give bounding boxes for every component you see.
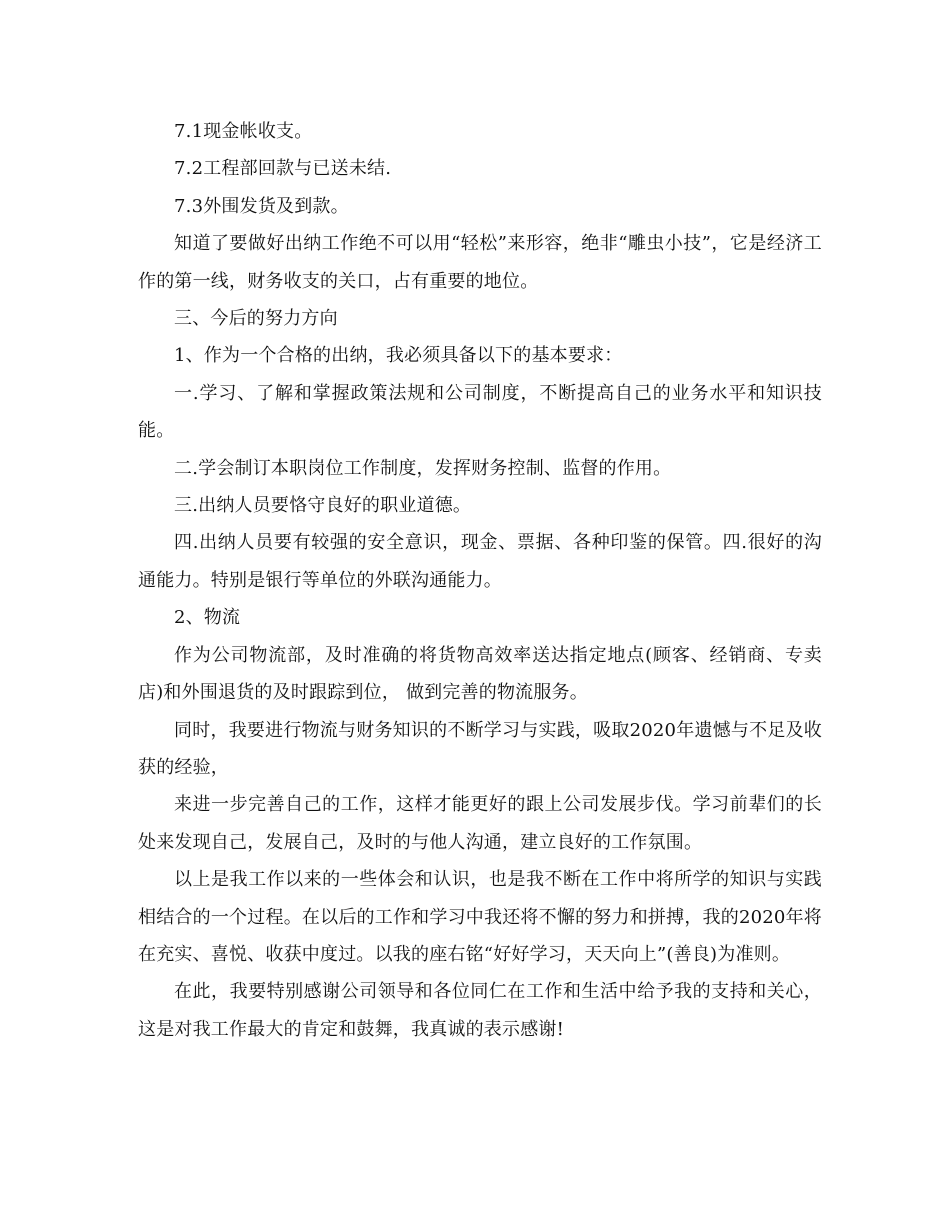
paragraph-7-2: 7.2工程部回款与已送未结. [174,158,392,180]
paragraph-cashier-importance: 知道了要做好出纳工作绝不可以用“轻松”来形容，绝非“雕虫小技”，它是经济工作的第一线，财务收支的关口，占有重要的地位。 [138,233,822,292]
paragraph-thanks: 在此，我要特别感谢公司领导和各位同仁在工作和生活中给予我的支持和关心，这是对我工作最大的肯定和鼓舞，我真诚的表示感谢! [138,981,822,1040]
paragraph-7-1: 7.1现金帐收支。 [174,121,313,142]
paragraph-improvement: 来进一步完善自己的工作，这样才能更好的跟上公司发展步伐。学习前辈们的长处来发现自己，发展自己，及时的与他人沟通，建立良好的工作氛围。 [138,794,822,853]
subheading-logistics: 2、物流 [174,607,241,629]
requirement-item-3: 三.出纳人员要恪守良好的职业道德。 [174,495,472,517]
subheading-cashier-requirements: 1、作为一个合格的出纳，我必须具备以下的基本要求： [174,345,623,367]
section-heading-future-direction: 三、今后的努力方向 [174,308,338,330]
document-page [138,113,822,1048]
paragraph-7-3: 7.3外围发货及到款。 [174,195,349,217]
paragraph-learning: 同时，我要进行物流与财务知识的不断学习与实践，吸取2020年遗憾与不足及收获的经验， [138,719,822,778]
requirement-item-1: 一.学习、了解和掌握政策法规和公司制度，不断提高自己的业务水平和知识技能。 [138,382,822,442]
requirement-item-4: 四.出纳人员要有较强的安全意识，现金、票据、各种印鉴的保管。四.很好的沟通能力。特别是银行等单位的外联沟通能力。 [138,532,822,591]
paragraph-summary: 以上是我工作以来的一些体会和认识，也是我不断在工作中将所学的知识与实践相结合的一个过程。在以后的工作和学习中我还将不懈的努力和拼搏，我的2020年将在充实、喜悦、收获中度过。以我的座右铭“好好学习，天天向上”(善良)为准则。 [138,869,822,965]
paragraph-logistics-dept: 作为公司物流部，及时准确的将货物高效率送达指定地点(顾客、经销商、专卖店)和外围退货的及时跟踪到位， 做到完善的物流服务。 [138,644,822,704]
requirement-item-2: 二.学会制订本职岗位工作制度，发挥财务控制、监督的作用。 [174,457,672,479]
